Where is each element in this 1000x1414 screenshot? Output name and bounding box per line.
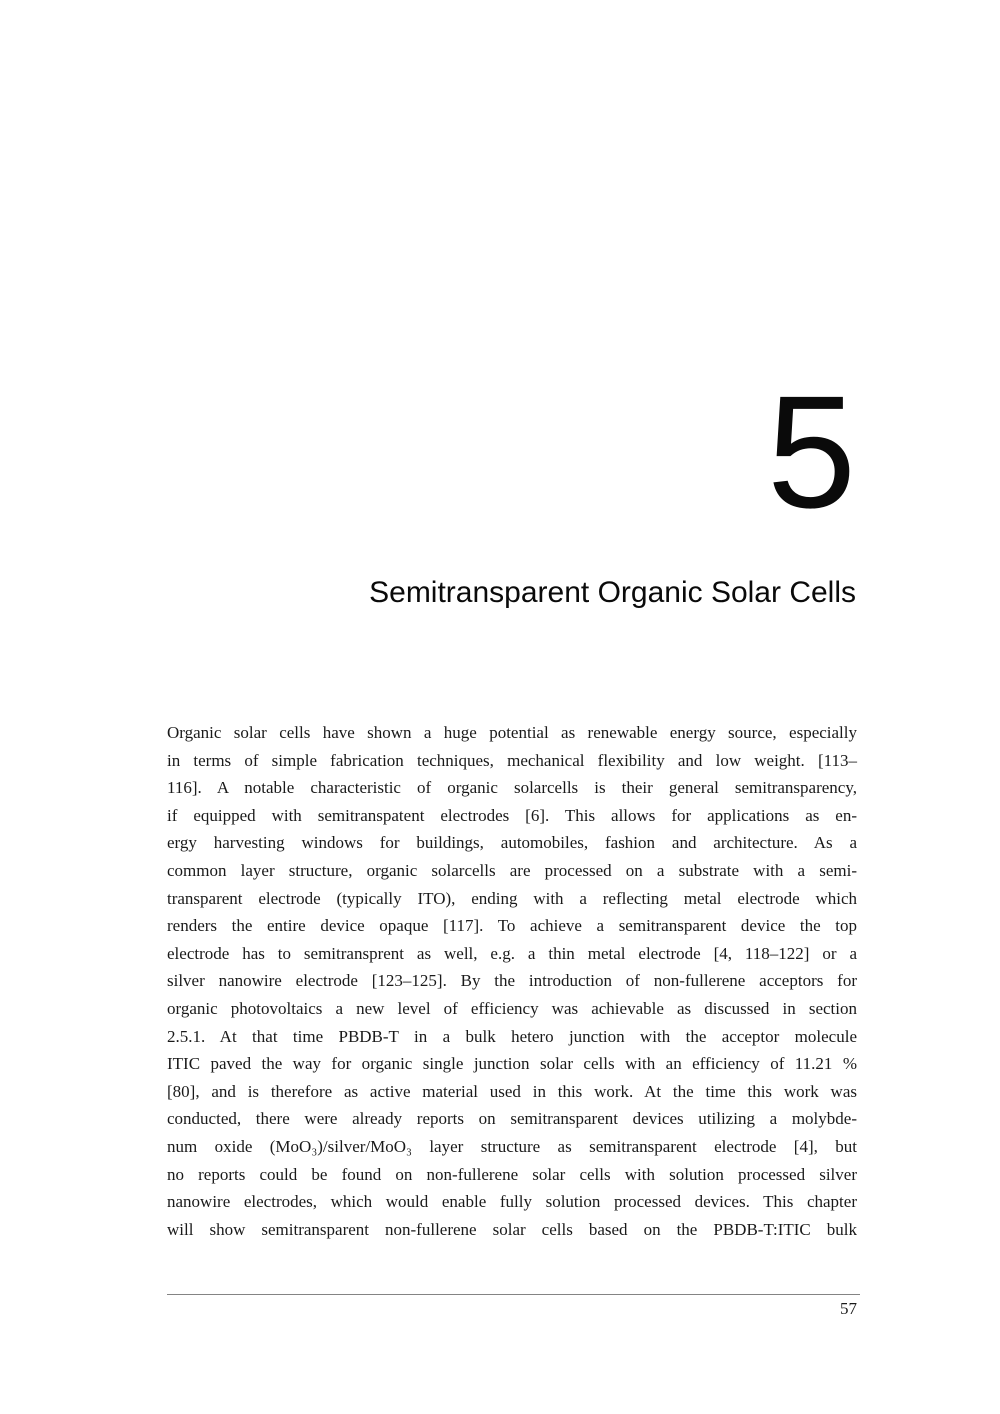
- body-line: num oxide (MoO₃)/silver/MoO₃ layer structure as semitransparent electrode [4], but: [167, 1136, 857, 1156]
- body-line: ergy harvesting windows for buildings, automobiles, fashion and architecture. As a: [167, 833, 857, 853]
- body-line: silver nanowire electrode [123–125]. By the introduction of non-fullerene acceptors for: [167, 971, 857, 991]
- footer-rule: [167, 1294, 860, 1295]
- body-line: 2.5.1. At that time PBDB-T in a bulk hetero junction with the acceptor molecule: [167, 1026, 857, 1046]
- chapter-title: Semitransparent Organic Solar Cells: [369, 576, 856, 609]
- body-line: [80], and is therefore as active material used in this work. At the time this work was: [167, 1081, 857, 1101]
- body-line: will show semitransparent non-fullerene solar cells based on the PBDB-T:ITIC bulk: [167, 1219, 857, 1239]
- body-line: renders the entire device opaque [117]. To achieve a semitransparent device the top: [167, 916, 857, 936]
- body-line: common layer structure, organic solarcells are processed on a substrate with a semi-: [167, 860, 857, 880]
- body-line: electrode has to semitransprent as well, e.g. a thin metal electrode [4, 118–122] or a: [167, 943, 857, 963]
- body-line: conducted, there were already reports on semitransparent devices utilizing a molybde-: [167, 1109, 857, 1129]
- chapter-number: 5: [767, 362, 854, 541]
- body-line: organic photovoltaics a new level of efficiency was achievable as discussed in section: [167, 998, 857, 1018]
- body-line: nanowire electrodes, which would enable fully solution processed devices. This chapter: [167, 1192, 857, 1212]
- body-line: if equipped with semitranspatent electrodes [6]. This allows for applications as en-: [167, 805, 857, 825]
- body-line: ITIC paved the way for organic single junction solar cells with an efficiency of 11.21 %: [167, 1054, 857, 1074]
- body-line: in terms of simple fabrication techniques, mechanical flexibility and low weight. [113–: [167, 750, 857, 770]
- body-line: transparent electrode (typically ITO), ending with a reflecting metal electrode which: [167, 888, 857, 908]
- chapter-intro-paragraph: [167, 719, 857, 1243]
- page-number: 57: [840, 1299, 857, 1318]
- body-line: 116]. A notable characteristic of organic solarcells is their general semitransparency,: [167, 778, 857, 798]
- body-line: no reports could be found on non-fullerene solar cells with solution processed silver: [167, 1164, 857, 1184]
- body-line: Organic solar cells have shown a huge potential as renewable energy source, especially: [167, 723, 857, 742]
